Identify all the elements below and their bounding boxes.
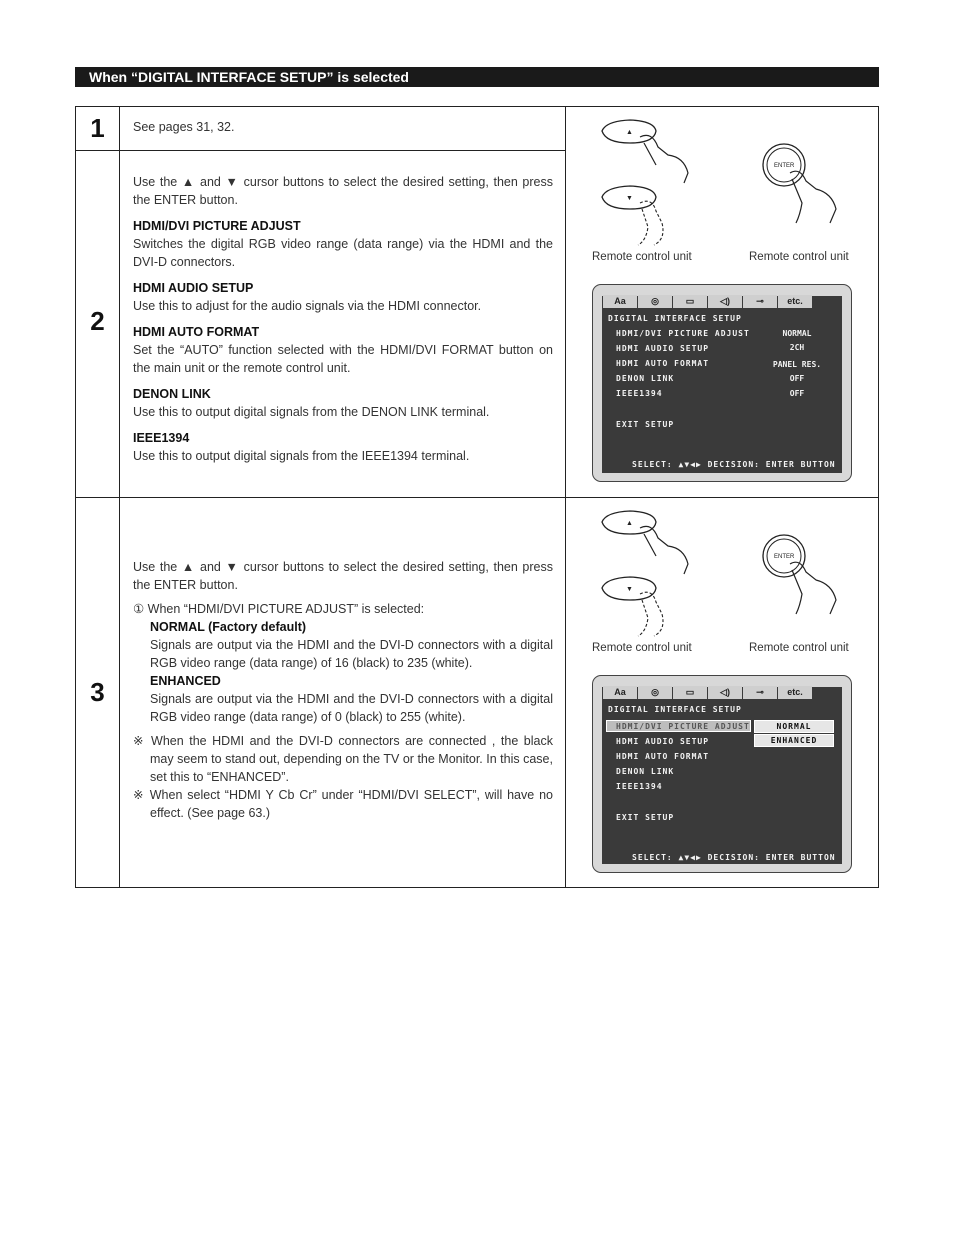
step-3-content (133, 558, 553, 822)
up-down-buttons-illustration (596, 117, 706, 247)
option-heading: ENHANCED (150, 674, 221, 688)
caption-left: Remote control unit (592, 251, 692, 263)
enter-button-illustration (756, 528, 866, 628)
osd-row: HDMI AUTO FORMAT (616, 359, 710, 368)
caption-right: Remote control unit (749, 642, 849, 654)
item-heading: HDMI AUDIO SETUP (133, 281, 254, 295)
osd-value: NORMAL (782, 329, 812, 338)
note: ※ When the HDMI and the DVI-D connectors are connected , the black may seem to stand out, depending on the TV or the Monitor. In this case, set this to “ENHANCED”. (133, 734, 553, 784)
osd-panel (602, 687, 842, 864)
osd-panel (602, 296, 842, 473)
osd-footer: SELECT: ▲▼◀▶ DECISION: ENTER BUTTON (632, 460, 836, 469)
note: ※ When select “HDMI Y Cb Cr” under “HDMI/DVI SELECT”, will have no effect. (See page 63.) (133, 788, 553, 820)
osd-row: IEEE1394 (616, 782, 663, 791)
item-heading: HDMI/DVI PICTURE ADJUST (133, 219, 301, 233)
item-text: Set the “AUTO” function selected with the HDMI/DVI FORMAT button on the main unit or the remote control unit. (133, 343, 553, 375)
osd-value: OFF (789, 389, 805, 398)
osd-row-selected: HDMI/DVI PICTURE ADJUST (616, 722, 750, 731)
item-text: Switches the digital RGB video range (data range) via the HDMI and the DVI-D connectors. (133, 237, 553, 269)
option-heading: NORMAL (Factory default) (150, 620, 307, 634)
up-down-buttons-illustration (596, 508, 706, 638)
step-1-text: See pages 31, 32. (133, 120, 235, 134)
osd-option-normal: NORMAL (754, 720, 834, 733)
osd-value: 2CH (789, 343, 805, 352)
item-heading: HDMI AUTO FORMAT (133, 325, 260, 339)
item-heading: DENON LINK (133, 387, 211, 401)
osd-row: HDMI AUTO FORMAT (616, 752, 710, 761)
option-text: Signals are output via the HDMI and the DVI-D connectors with a digital RGB video range (data range) of 0 (black) to 255 (white). (150, 692, 553, 724)
osd-option-enhanced: ENHANCED (754, 734, 834, 747)
osd-exit: EXIT SETUP (616, 813, 675, 822)
enter-label: ENTER (774, 554, 795, 560)
item-text: Use this to adjust for the audio signals via the HDMI connector. (133, 299, 482, 313)
step-2-intro: Use the ▲ and ▼ cursor buttons to select the desired setting, then press the ENTER button. (133, 175, 553, 207)
osd-value: PANEL RES. (772, 360, 822, 369)
step-number-1: 1 (90, 113, 105, 143)
osd-tabs (603, 295, 813, 308)
row-divider (76, 150, 565, 151)
step-3-subheading: ① When “HDMI/DVI PICTURE ADJUST” is selected: (133, 602, 425, 616)
osd-row: DENON LINK (616, 767, 675, 776)
osd-row: HDMI AUDIO SETUP (616, 344, 710, 353)
key-icon: ⊸ (743, 686, 777, 699)
language-icon: Aa (603, 295, 637, 308)
osd-tabs (603, 686, 813, 699)
item-heading: IEEE1394 (133, 431, 190, 445)
audio-icon: ◎ (638, 295, 672, 308)
osd-value: OFF (789, 374, 805, 383)
osd-screen-step3 (592, 675, 852, 873)
audio-icon: ◎ (638, 686, 672, 699)
step-number-2: 2 (90, 306, 105, 336)
item-text: Use this to output digital signals from the IEEE1394 terminal. (133, 449, 470, 463)
key-icon: ⊸ (743, 295, 777, 308)
step-3-intro: Use the ▲ and ▼ cursor buttons to select the desired setting, then press the ENTER button. (133, 560, 553, 592)
speaker-icon: ◁) (708, 686, 742, 699)
caption-left: Remote control unit (592, 642, 692, 654)
speaker-icon: ◁) (708, 295, 742, 308)
video-icon: ▭ (673, 295, 707, 308)
section-header: When “DIGITAL INTERFACE SETUP” is selected (75, 67, 879, 87)
option-text: Signals are output via the HDMI and the DVI-D connectors with a digital RGB video range (data range) of 16 (black) to 235 (white). (150, 638, 553, 670)
video-icon: ▭ (673, 686, 707, 699)
down-arrow-icon: ▼ (626, 586, 633, 593)
language-icon: Aa (603, 686, 637, 699)
osd-title: DIGITAL INTERFACE SETUP (608, 314, 742, 323)
osd-exit: EXIT SETUP (616, 420, 675, 429)
up-arrow-icon: ▲ (626, 129, 633, 136)
etc-icon: etc. (778, 686, 812, 699)
up-arrow-icon: ▲ (626, 520, 633, 527)
etc-icon: etc. (778, 295, 812, 308)
osd-row: DENON LINK (616, 374, 675, 383)
enter-label: ENTER (774, 163, 795, 169)
enter-button-illustration (756, 137, 866, 237)
instruction-table (75, 106, 879, 888)
osd-row: IEEE1394 (616, 389, 663, 398)
osd-footer: SELECT: ▲▼◀▶ DECISION: ENTER BUTTON (632, 853, 836, 862)
osd-screen-step2 (592, 284, 852, 482)
step-number-3: 3 (90, 677, 105, 707)
osd-row: HDMI/DVI PICTURE ADJUST (616, 329, 750, 338)
osd-row: HDMI AUDIO SETUP (616, 737, 710, 746)
step-2-content (133, 173, 553, 465)
caption-right: Remote control unit (749, 251, 849, 263)
row-divider (76, 497, 878, 498)
item-text: Use this to output digital signals from the DENON LINK terminal. (133, 405, 490, 419)
osd-title: DIGITAL INTERFACE SETUP (608, 705, 742, 714)
down-arrow-icon: ▼ (626, 195, 633, 202)
